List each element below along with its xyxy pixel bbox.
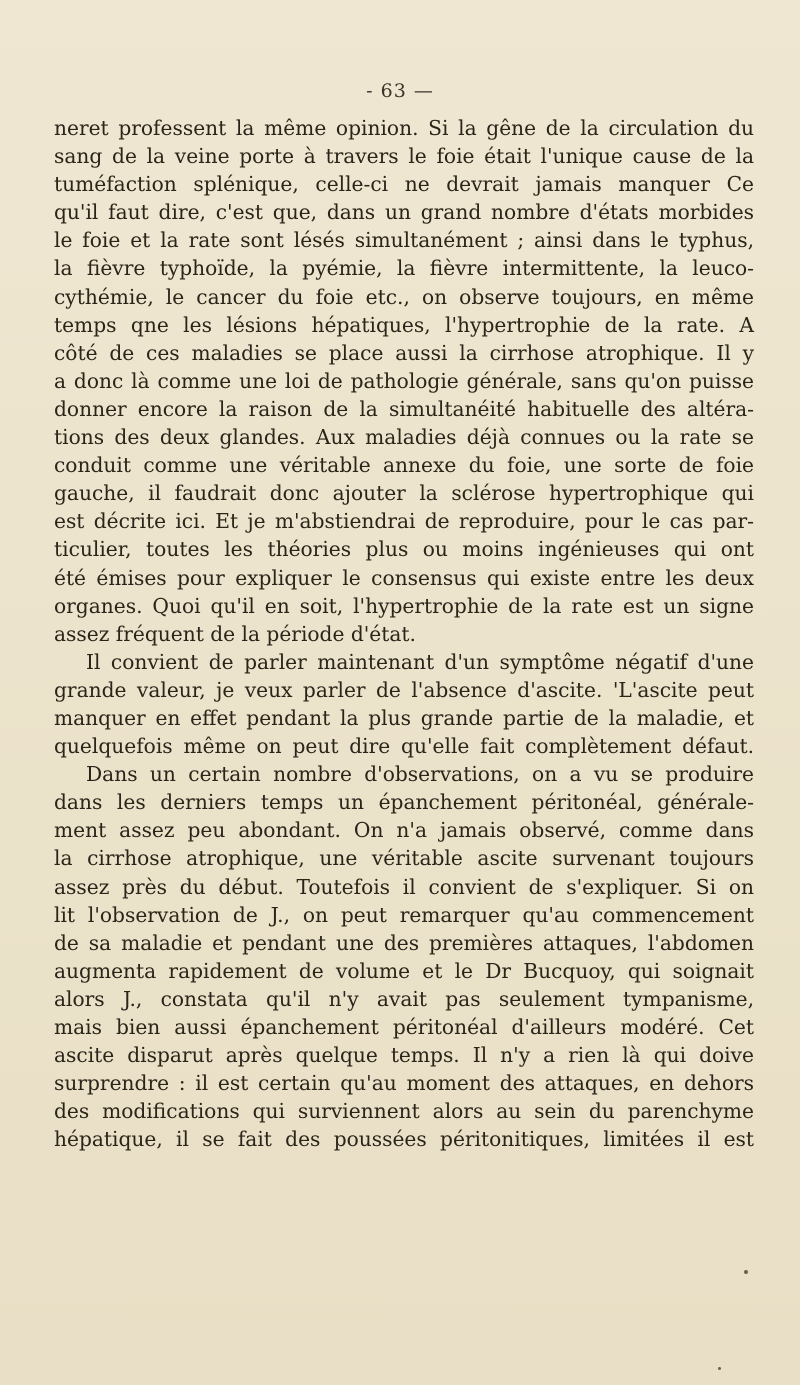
text-line: temps qne les lésions hépatiques, l'hypertrophie de la rate. A xyxy=(54,312,754,337)
text-line: la cirrhose atrophique, une véritable ascite survenant toujours xyxy=(54,846,754,871)
text-line: des modifications qui surviennent alors au sein du parenchyme xyxy=(54,1099,754,1124)
text-line: gauche, il faudrait donc ajouter la sclérose hypertrophique qui xyxy=(54,481,754,506)
text-line: de sa maladie et pendant une des premières attaques, l'abdomen xyxy=(54,930,754,955)
text-line: tions des deux glandes. Aux maladies déjà connues ou la rate se xyxy=(54,425,754,450)
text-line: été émises pour expliquer le consensus qui existe entre les deux xyxy=(54,565,754,590)
text-line: hépatique, il se fait des poussées péritonitiques, limitées il est xyxy=(54,1127,754,1152)
text-line: donner encore la raison de la simultanéité habituelle des altéra- xyxy=(54,396,754,421)
text-line: tuméfaction splénique, celle-ci ne devrait jamais manquer Ce xyxy=(54,172,754,197)
text-line: côté de ces maladies se place aussi la cirrhose atrophique. Il y xyxy=(54,340,754,365)
text-line: qu'il faut dire, c'est que, dans un grand nombre d'états morbides xyxy=(54,200,754,225)
text-line: est décrite ici. Et je m'abstiendrai de reproduire, pour le cas par- xyxy=(54,509,754,534)
text-line: augmenta rapidement de volume et le Dr Bucquoy, qui soignait xyxy=(54,958,754,983)
text-line: la fièvre typhoïde, la pyémie, la fièvre intermittente, la leuco- xyxy=(54,256,754,281)
text-line: Dans un certain nombre d'observations, on a vu se produire xyxy=(86,762,754,787)
body-text xyxy=(54,114,754,1153)
text-line: cythémie, le cancer du foie etc., on observe toujours, en même xyxy=(54,284,754,309)
text-line: neret professent la même opinion. Si la gêne de la circulation du xyxy=(54,116,754,140)
text-line: assez fréquent de la période d'état. xyxy=(54,621,416,646)
speck-mark xyxy=(718,1367,721,1370)
text-line: quelquefois même on peut dire qu'elle fait complètement défaut. xyxy=(54,734,754,759)
text-line: ment assez peu abondant. On n'a jamais observé, comme dans xyxy=(54,818,754,843)
text-line: lit l'observation de J., on peut remarquer qu'au commencement xyxy=(54,902,754,927)
text-line: surprendre : il est certain qu'au moment des attaques, en dehors xyxy=(54,1071,754,1096)
text-line: sang de la veine porte à travers le foie était l'unique cause de la xyxy=(54,144,754,169)
text-line: a donc là comme une loi de pathologie générale, sans qu'on puisse xyxy=(54,368,754,393)
page-number: - 63 — xyxy=(366,80,434,102)
text-line: conduit comme une véritable annexe du foie, une sorte de foie xyxy=(54,453,754,478)
text-line: ascite disparut après quelque temps. Il n'y a rien là qui doive xyxy=(54,1043,754,1068)
text-line: grande valeur, je veux parler de l'absence d'ascite. 'L'ascite peut xyxy=(54,677,754,702)
text-line: organes. Quoi qu'il en soit, l'hypertrophie de la rate est un signe xyxy=(54,593,754,618)
text-line: assez près du début. Toutefois il convient de s'expliquer. Si on xyxy=(54,874,754,899)
speck-mark xyxy=(744,1270,748,1274)
text-line: manquer en effet pendant la plus grande partie de la maladie, et xyxy=(54,705,754,730)
text-line: alors J., constata qu'il n'y avait pas seulement tympanisme, xyxy=(54,986,754,1011)
text-line: ticulier, toutes les théories plus ou moins ingénieuses qui ont xyxy=(54,537,754,562)
text-line: mais bien aussi épanchement péritonéal d'ailleurs modéré. Cet xyxy=(54,1015,754,1039)
text-line: dans les derniers temps un épanchement péritonéal, générale- xyxy=(54,790,754,815)
text-line: le foie et la rate sont lésés simultanément ; ainsi dans le typhus, xyxy=(54,228,754,253)
text-line: Il convient de parler maintenant d'un symptôme négatif d'une xyxy=(86,649,754,674)
